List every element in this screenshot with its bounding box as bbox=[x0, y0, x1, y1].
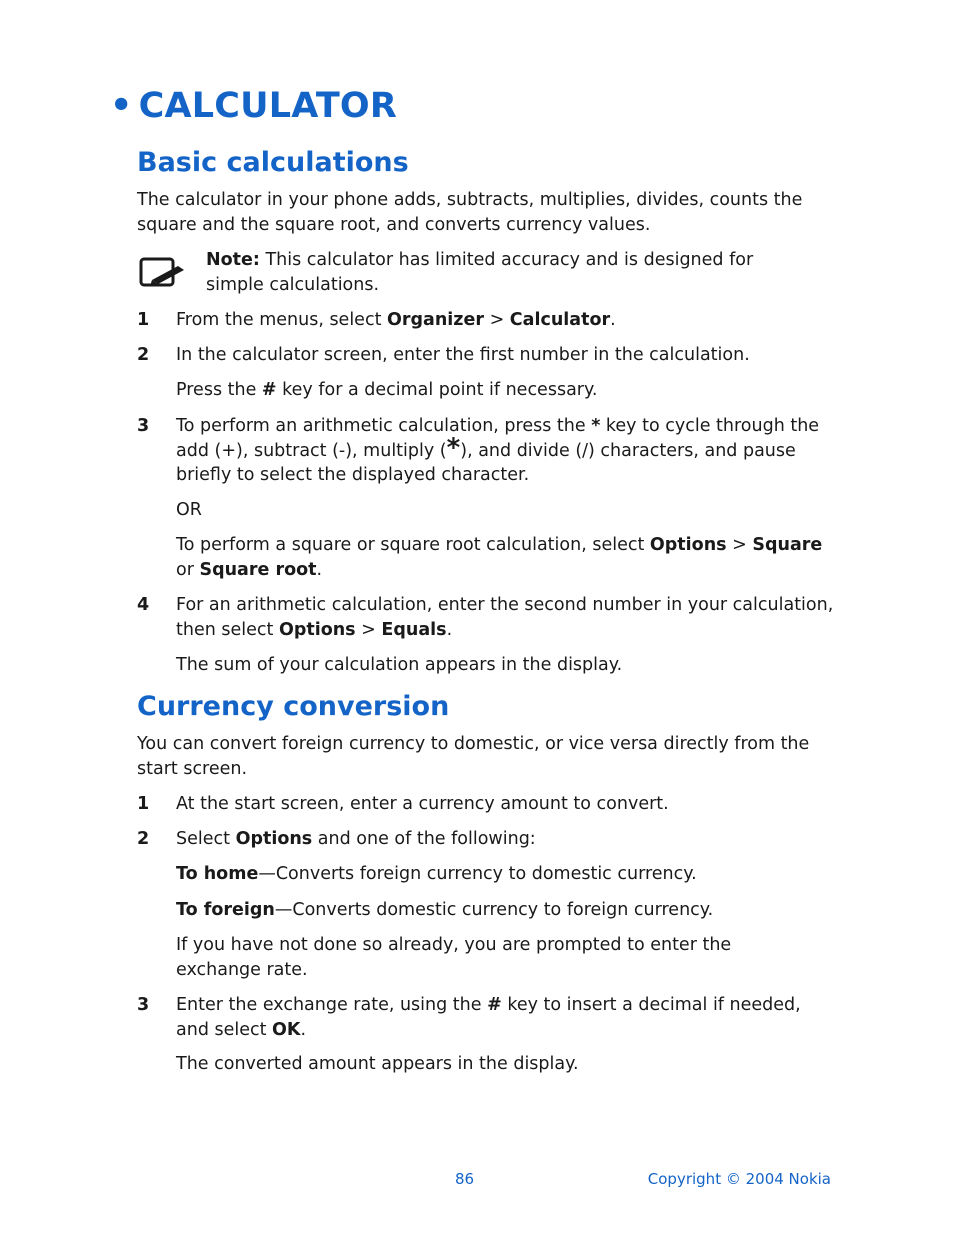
step-text: Enter the exchange rate, using the # key to insert a decimal if needed, and select OK. bbox=[176, 995, 801, 1040]
step-number: 4 bbox=[137, 595, 150, 615]
currency-conversion-heading: Currency conversion bbox=[137, 691, 450, 722]
note-pad-icon bbox=[138, 256, 188, 290]
step-subtext: The sum of your calculation appears in the display. bbox=[176, 655, 623, 675]
option-to-foreign: To foreign—Converts domestic currency to foreign currency. bbox=[176, 900, 714, 920]
step-subtext: To perform a square or square root calculation, select Options > Square or Square root. bbox=[176, 535, 823, 580]
currency-intro: You can convert foreign currency to domestic, or vice versa directly from the start screen. bbox=[137, 734, 810, 779]
option-to-home: To home—Converts foreign currency to domestic currency. bbox=[176, 864, 697, 884]
step-number: 1 bbox=[137, 310, 150, 330]
note-label: Note: bbox=[206, 250, 260, 270]
step-text: For an arithmetic calculation, enter the second number in your calculation, then select Options > Equals. bbox=[176, 595, 834, 640]
chapter-title bbox=[110, 86, 397, 126]
chapter-bullet: • bbox=[110, 86, 133, 126]
step-subtext: If you have not done so already, you are prompted to enter the exchange rate. bbox=[176, 935, 732, 980]
step-text: From the menus, select Organizer > Calculator. bbox=[176, 310, 616, 330]
star-glyph: * bbox=[446, 432, 461, 463]
or-text: OR bbox=[176, 500, 202, 520]
step-subtext: The converted amount appears in the display. bbox=[176, 1054, 579, 1074]
step-text: In the calculator screen, enter the first number in the calculation. bbox=[176, 345, 750, 365]
page-number: 86 bbox=[455, 1170, 475, 1188]
step-text: Select Options and one of the following: bbox=[176, 829, 536, 849]
chapter-title-text: CALCULATOR bbox=[138, 86, 398, 126]
step-number: 1 bbox=[137, 794, 150, 814]
step-subtext: Press the # key for a decimal point if necessary. bbox=[176, 380, 598, 400]
note-text: This calculator has limited accuracy and is designed for simple calculations. bbox=[206, 250, 754, 295]
step-number: 2 bbox=[137, 345, 150, 365]
note-paragraph bbox=[206, 248, 766, 297]
copyright-notice: Copyright © 2004 Nokia bbox=[647, 1170, 831, 1188]
step-number: 3 bbox=[137, 995, 150, 1015]
basic-calculations-heading: Basic calculations bbox=[137, 147, 409, 178]
step-number: 2 bbox=[137, 829, 150, 849]
basic-intro: The calculator in your phone adds, subtracts, multiplies, divides, counts the square and the square root, and converts currency values. bbox=[137, 190, 803, 235]
step-text: To perform an arithmetic calculation, press the * key to cycle through the add (+), subtract (-), multiply (*), and divide (/) characters, and pause briefly to select the displayed character. bbox=[176, 416, 820, 485]
step-text: At the start screen, enter a currency amount to convert. bbox=[176, 794, 669, 814]
step-number: 3 bbox=[137, 416, 150, 436]
